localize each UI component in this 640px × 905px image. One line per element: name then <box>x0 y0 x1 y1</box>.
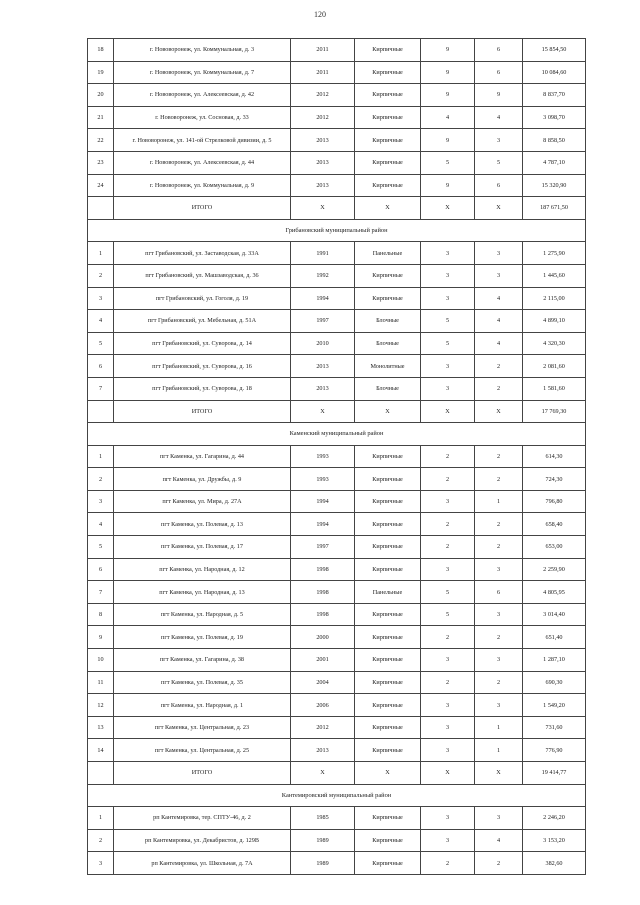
year-built-cell: 2013 <box>291 739 355 762</box>
address-cell: пгт Каменка, ул. Полевая, д. 19 <box>114 626 291 649</box>
floors-cell: 5 <box>421 151 475 174</box>
area-cell: 4 787,10 <box>523 151 586 174</box>
entrances-cell: 4 <box>475 332 523 355</box>
entrances-cell: 3 <box>475 807 523 830</box>
year-built-cell: 2012 <box>291 84 355 107</box>
table-row <box>88 490 586 513</box>
entrances-cell: 4 <box>475 829 523 852</box>
table-row <box>88 829 586 852</box>
table-row <box>88 129 586 152</box>
year-built-cell: 2013 <box>291 355 355 378</box>
area-cell: 724,30 <box>523 468 586 491</box>
total-area-cell: 17 769,30 <box>523 400 586 423</box>
total-entrances-cell: Х <box>475 197 523 220</box>
wall-material-cell: Кирпичные <box>355 174 421 197</box>
address-cell: г. Нововоронеж, ул. 141-ой Стрелковой дивизии, д. 5 <box>114 129 291 152</box>
area-cell: 3 098,70 <box>523 106 586 129</box>
floors-cell: 9 <box>421 174 475 197</box>
area-cell: 776,90 <box>523 739 586 762</box>
floors-cell: 2 <box>421 536 475 559</box>
year-built-cell: 1998 <box>291 558 355 581</box>
row-number-cell: 19 <box>88 61 114 84</box>
entrances-cell: 3 <box>475 558 523 581</box>
area-cell: 1 549,20 <box>523 694 586 717</box>
area-cell: 15 854,50 <box>523 39 586 62</box>
row-number-cell: 7 <box>88 377 114 400</box>
entrances-cell: 2 <box>475 445 523 468</box>
wall-material-cell: Кирпичные <box>355 490 421 513</box>
total-year-cell: Х <box>291 400 355 423</box>
wall-material-cell: Кирпичные <box>355 151 421 174</box>
floors-cell: 5 <box>421 603 475 626</box>
entrances-cell: 2 <box>475 355 523 378</box>
entrances-cell: 2 <box>475 671 523 694</box>
year-built-cell: 1997 <box>291 536 355 559</box>
year-built-cell: 2004 <box>291 671 355 694</box>
floors-cell: 3 <box>421 490 475 513</box>
entrances-cell: 3 <box>475 649 523 672</box>
address-cell: пгт Каменка, ул. Народная, д. 1 <box>114 694 291 717</box>
total-number-cell <box>88 762 114 785</box>
floors-cell: 2 <box>421 513 475 536</box>
total-material-cell: Х <box>355 197 421 220</box>
wall-material-cell: Кирпичные <box>355 716 421 739</box>
year-built-cell: 1998 <box>291 603 355 626</box>
address-cell: пгт Грибановский, ул. Мебельная, д. 51А <box>114 310 291 333</box>
total-entrances-cell: Х <box>475 400 523 423</box>
row-number-cell: 1 <box>88 242 114 265</box>
entrances-cell: 4 <box>475 106 523 129</box>
total-row <box>88 400 586 423</box>
table-row <box>88 581 586 604</box>
row-number-cell: 14 <box>88 739 114 762</box>
table-row <box>88 310 586 333</box>
area-cell: 651,40 <box>523 626 586 649</box>
area-cell: 731,60 <box>523 716 586 739</box>
row-number-cell: 9 <box>88 626 114 649</box>
year-built-cell: 1989 <box>291 829 355 852</box>
wall-material-cell: Кирпичные <box>355 513 421 536</box>
area-cell: 4 899,10 <box>523 310 586 333</box>
year-built-cell: 1994 <box>291 287 355 310</box>
year-built-cell: 1991 <box>291 242 355 265</box>
floors-cell: 3 <box>421 716 475 739</box>
table-row <box>88 671 586 694</box>
table-row <box>88 807 586 830</box>
table-row <box>88 445 586 468</box>
row-number-cell: 23 <box>88 151 114 174</box>
total-row <box>88 762 586 785</box>
wall-material-cell: Кирпичные <box>355 739 421 762</box>
row-number-cell: 8 <box>88 603 114 626</box>
floors-cell: 3 <box>421 242 475 265</box>
table-row <box>88 39 586 62</box>
year-built-cell: 2000 <box>291 626 355 649</box>
year-built-cell: 2012 <box>291 716 355 739</box>
entrances-cell: 4 <box>475 287 523 310</box>
address-cell: пгт Грибановский, ул. Суворова, д. 18 <box>114 377 291 400</box>
year-built-cell: 2012 <box>291 106 355 129</box>
floors-cell: 3 <box>421 807 475 830</box>
address-cell: пгт Грибановский, ул. Суворова, д. 16 <box>114 355 291 378</box>
entrances-cell: 1 <box>475 739 523 762</box>
year-built-cell: 1993 <box>291 468 355 491</box>
table-row <box>88 649 586 672</box>
page-number: 120 <box>314 10 326 19</box>
total-floors-cell: Х <box>421 400 475 423</box>
area-cell: 2 081,60 <box>523 355 586 378</box>
row-number-cell: 4 <box>88 513 114 536</box>
area-cell: 653,00 <box>523 536 586 559</box>
row-number-cell: 1 <box>88 445 114 468</box>
address-cell: пгт Каменка, ул. Мира, д. 27А <box>114 490 291 513</box>
entrances-cell: 1 <box>475 490 523 513</box>
wall-material-cell: Монолитные <box>355 355 421 378</box>
entrances-cell: 9 <box>475 84 523 107</box>
area-cell: 382,60 <box>523 852 586 875</box>
table-row <box>88 694 586 717</box>
floors-cell: 3 <box>421 694 475 717</box>
table-row <box>88 716 586 739</box>
total-number-cell <box>88 197 114 220</box>
area-cell: 2 115,00 <box>523 287 586 310</box>
row-number-cell: 20 <box>88 84 114 107</box>
area-cell: 1 287,10 <box>523 649 586 672</box>
registry-body <box>88 39 586 875</box>
entrances-cell: 3 <box>475 242 523 265</box>
floors-cell: 3 <box>421 649 475 672</box>
wall-material-cell: Кирпичные <box>355 649 421 672</box>
row-number-cell: 6 <box>88 558 114 581</box>
entrances-cell: 2 <box>475 852 523 875</box>
total-floors-cell: Х <box>421 197 475 220</box>
floors-cell: 9 <box>421 61 475 84</box>
area-cell: 796,80 <box>523 490 586 513</box>
table-row <box>88 558 586 581</box>
total-row <box>88 197 586 220</box>
wall-material-cell: Кирпичные <box>355 807 421 830</box>
wall-material-cell: Панельные <box>355 581 421 604</box>
address-cell: пгт Грибановский, ул. Суворова, д. 14 <box>114 332 291 355</box>
wall-material-cell: Кирпичные <box>355 106 421 129</box>
address-cell: пгт Каменка, ул. Дружбы, д. 9 <box>114 468 291 491</box>
address-cell: г. Нововоронеж, ул. Коммунальная, д. 3 <box>114 39 291 62</box>
row-number-cell: 5 <box>88 332 114 355</box>
year-built-cell: 1998 <box>291 581 355 604</box>
wall-material-cell: Кирпичные <box>355 536 421 559</box>
wall-material-cell: Блочные <box>355 332 421 355</box>
address-cell: пгт Каменка, ул. Центральная, д. 23 <box>114 716 291 739</box>
address-cell: пгт Каменка, ул. Полевая, д. 17 <box>114 536 291 559</box>
area-cell: 1 581,60 <box>523 377 586 400</box>
district-title: Грибановский муниципальный район <box>88 219 586 242</box>
floors-cell: 2 <box>421 468 475 491</box>
wall-material-cell: Кирпичные <box>355 445 421 468</box>
total-area-cell: 19 414,77 <box>523 762 586 785</box>
table-row <box>88 332 586 355</box>
address-cell: пгт Каменка, ул. Народная, д. 12 <box>114 558 291 581</box>
address-cell: пгт Каменка, ул. Полевая, д. 35 <box>114 671 291 694</box>
wall-material-cell: Кирпичные <box>355 287 421 310</box>
entrances-cell: 6 <box>475 174 523 197</box>
wall-material-cell: Блочные <box>355 377 421 400</box>
table-row <box>88 739 586 762</box>
district-header-row <box>88 219 586 242</box>
wall-material-cell: Кирпичные <box>355 61 421 84</box>
entrances-cell: 2 <box>475 536 523 559</box>
year-built-cell: 1993 <box>291 445 355 468</box>
row-number-cell: 2 <box>88 829 114 852</box>
row-number-cell: 10 <box>88 649 114 672</box>
row-number-cell: 18 <box>88 39 114 62</box>
total-number-cell <box>88 400 114 423</box>
year-built-cell: 1994 <box>291 490 355 513</box>
floors-cell: 3 <box>421 355 475 378</box>
area-cell: 4 320,30 <box>523 332 586 355</box>
area-cell: 3 153,20 <box>523 829 586 852</box>
floors-cell: 3 <box>421 558 475 581</box>
address-cell: г. Нововоронеж, ул. Коммунальная, д. 9 <box>114 174 291 197</box>
wall-material-cell: Кирпичные <box>355 671 421 694</box>
address-cell: пгт Каменка, ул. Народная, д. 5 <box>114 603 291 626</box>
year-built-cell: 2006 <box>291 694 355 717</box>
area-cell: 2 246,20 <box>523 807 586 830</box>
wall-material-cell: Кирпичные <box>355 39 421 62</box>
wall-material-cell: Кирпичные <box>355 829 421 852</box>
row-number-cell: 1 <box>88 807 114 830</box>
area-cell: 10 084,60 <box>523 61 586 84</box>
floors-cell: 9 <box>421 129 475 152</box>
wall-material-cell: Панельные <box>355 242 421 265</box>
table-row <box>88 287 586 310</box>
area-cell: 15 320,90 <box>523 174 586 197</box>
district-header-row <box>88 784 586 807</box>
total-label: ИТОГО <box>114 197 291 220</box>
address-cell: г. Нововоронеж, ул. Коммунальная, д. 7 <box>114 61 291 84</box>
entrances-cell: 2 <box>475 468 523 491</box>
entrances-cell: 3 <box>475 129 523 152</box>
total-floors-cell: Х <box>421 762 475 785</box>
year-built-cell: 1989 <box>291 852 355 875</box>
district-header-row <box>88 423 586 446</box>
year-built-cell: 1994 <box>291 513 355 536</box>
floors-cell: 3 <box>421 287 475 310</box>
entrances-cell: 5 <box>475 151 523 174</box>
year-built-cell: 2010 <box>291 332 355 355</box>
year-built-cell: 2013 <box>291 377 355 400</box>
table-row <box>88 264 586 287</box>
year-built-cell: 2011 <box>291 39 355 62</box>
row-number-cell: 4 <box>88 310 114 333</box>
wall-material-cell: Блочные <box>355 310 421 333</box>
table-row <box>88 84 586 107</box>
entrances-cell: 2 <box>475 626 523 649</box>
table-row <box>88 626 586 649</box>
area-cell: 690,30 <box>523 671 586 694</box>
total-year-cell: Х <box>291 762 355 785</box>
row-number-cell: 3 <box>88 287 114 310</box>
year-built-cell: 1992 <box>291 264 355 287</box>
address-cell: г. Нововоронеж, ул. Алексеевская, д. 42 <box>114 84 291 107</box>
table-row <box>88 174 586 197</box>
row-number-cell: 24 <box>88 174 114 197</box>
floors-cell: 3 <box>421 829 475 852</box>
floors-cell: 5 <box>421 581 475 604</box>
table-row <box>88 242 586 265</box>
year-built-cell: 2011 <box>291 61 355 84</box>
entrances-cell: 6 <box>475 61 523 84</box>
total-entrances-cell: Х <box>475 762 523 785</box>
floors-cell: 3 <box>421 264 475 287</box>
row-number-cell: 3 <box>88 490 114 513</box>
wall-material-cell: Кирпичные <box>355 694 421 717</box>
table-row <box>88 603 586 626</box>
table-row <box>88 355 586 378</box>
year-built-cell: 2013 <box>291 129 355 152</box>
housing-registry-table <box>87 38 586 875</box>
district-title: Каменский муниципальный район <box>88 423 586 446</box>
address-cell: пгт Каменка, ул. Гагарина, д. 44 <box>114 445 291 468</box>
address-cell: г. Нововоронеж, ул. Алексеевская, д. 44 <box>114 151 291 174</box>
row-number-cell: 12 <box>88 694 114 717</box>
address-cell: рп Кантемировка, тер. СПТУ-46, д. 2 <box>114 807 291 830</box>
table-row <box>88 61 586 84</box>
year-built-cell: 1985 <box>291 807 355 830</box>
area-cell: 3 014,40 <box>523 603 586 626</box>
entrances-cell: 2 <box>475 377 523 400</box>
address-cell: пгт Грибановский, ул. Машзаводская, д. 36 <box>114 264 291 287</box>
address-cell: пгт Каменка, ул. Гагарина, д. 38 <box>114 649 291 672</box>
floors-cell: 9 <box>421 84 475 107</box>
floors-cell: 2 <box>421 445 475 468</box>
row-number-cell: 21 <box>88 106 114 129</box>
wall-material-cell: Кирпичные <box>355 129 421 152</box>
table-row <box>88 377 586 400</box>
area-cell: 8 837,70 <box>523 84 586 107</box>
address-cell: пгт Грибановский, ул. Гоголя, д. 19 <box>114 287 291 310</box>
wall-material-cell: Кирпичные <box>355 84 421 107</box>
year-built-cell: 2001 <box>291 649 355 672</box>
row-number-cell: 6 <box>88 355 114 378</box>
area-cell: 8 858,50 <box>523 129 586 152</box>
entrances-cell: 6 <box>475 581 523 604</box>
table-row <box>88 852 586 875</box>
entrances-cell: 3 <box>475 603 523 626</box>
entrances-cell: 6 <box>475 39 523 62</box>
floors-cell: 3 <box>421 739 475 762</box>
row-number-cell: 2 <box>88 264 114 287</box>
total-year-cell: Х <box>291 197 355 220</box>
address-cell: г. Нововоронеж, ул. Сосновая, д. 33 <box>114 106 291 129</box>
floors-cell: 2 <box>421 626 475 649</box>
wall-material-cell: Кирпичные <box>355 468 421 491</box>
floors-cell: 9 <box>421 39 475 62</box>
row-number-cell: 22 <box>88 129 114 152</box>
floors-cell: 5 <box>421 310 475 333</box>
address-cell: пгт Каменка, ул. Центральная, д. 25 <box>114 739 291 762</box>
table-row <box>88 106 586 129</box>
table-row <box>88 151 586 174</box>
total-label: ИТОГО <box>114 400 291 423</box>
area-cell: 614,30 <box>523 445 586 468</box>
area-cell: 2 259,90 <box>523 558 586 581</box>
address-cell: рп Кантемировка, ул. Декабристов, д. 129В <box>114 829 291 852</box>
year-built-cell: 2013 <box>291 151 355 174</box>
total-material-cell: Х <box>355 400 421 423</box>
floors-cell: 5 <box>421 332 475 355</box>
entrances-cell: 4 <box>475 310 523 333</box>
row-number-cell: 7 <box>88 581 114 604</box>
wall-material-cell: Кирпичные <box>355 852 421 875</box>
area-cell: 1 275,90 <box>523 242 586 265</box>
entrances-cell: 2 <box>475 513 523 536</box>
row-number-cell: 13 <box>88 716 114 739</box>
year-built-cell: 2013 <box>291 174 355 197</box>
entrances-cell: 3 <box>475 264 523 287</box>
area-cell: 4 805,95 <box>523 581 586 604</box>
table-row <box>88 468 586 491</box>
total-material-cell: Х <box>355 762 421 785</box>
row-number-cell: 5 <box>88 536 114 559</box>
area-cell: 658,40 <box>523 513 586 536</box>
wall-material-cell: Кирпичные <box>355 626 421 649</box>
entrances-cell: 3 <box>475 694 523 717</box>
district-title: Кантемировский муниципальный район <box>88 784 586 807</box>
wall-material-cell: Кирпичные <box>355 603 421 626</box>
row-number-cell: 3 <box>88 852 114 875</box>
floors-cell: 3 <box>421 377 475 400</box>
year-built-cell: 1997 <box>291 310 355 333</box>
wall-material-cell: Кирпичные <box>355 264 421 287</box>
area-cell: 1 445,60 <box>523 264 586 287</box>
wall-material-cell: Кирпичные <box>355 558 421 581</box>
table-row <box>88 513 586 536</box>
floors-cell: 2 <box>421 852 475 875</box>
row-number-cell: 2 <box>88 468 114 491</box>
address-cell: рп Кантемировка, ул. Школьная, д. 7А <box>114 852 291 875</box>
floors-cell: 2 <box>421 671 475 694</box>
total-label: ИТОГО <box>114 762 291 785</box>
row-number-cell: 11 <box>88 671 114 694</box>
address-cell: пгт Каменка, ул. Народная, д. 13 <box>114 581 291 604</box>
total-area-cell: 187 671,50 <box>523 197 586 220</box>
address-cell: пгт Грибановский, ул. Заставодская, д. 33А <box>114 242 291 265</box>
address-cell: пгт Каменка, ул. Полевая, д. 13 <box>114 513 291 536</box>
table-row <box>88 536 586 559</box>
floors-cell: 4 <box>421 106 475 129</box>
entrances-cell: 1 <box>475 716 523 739</box>
